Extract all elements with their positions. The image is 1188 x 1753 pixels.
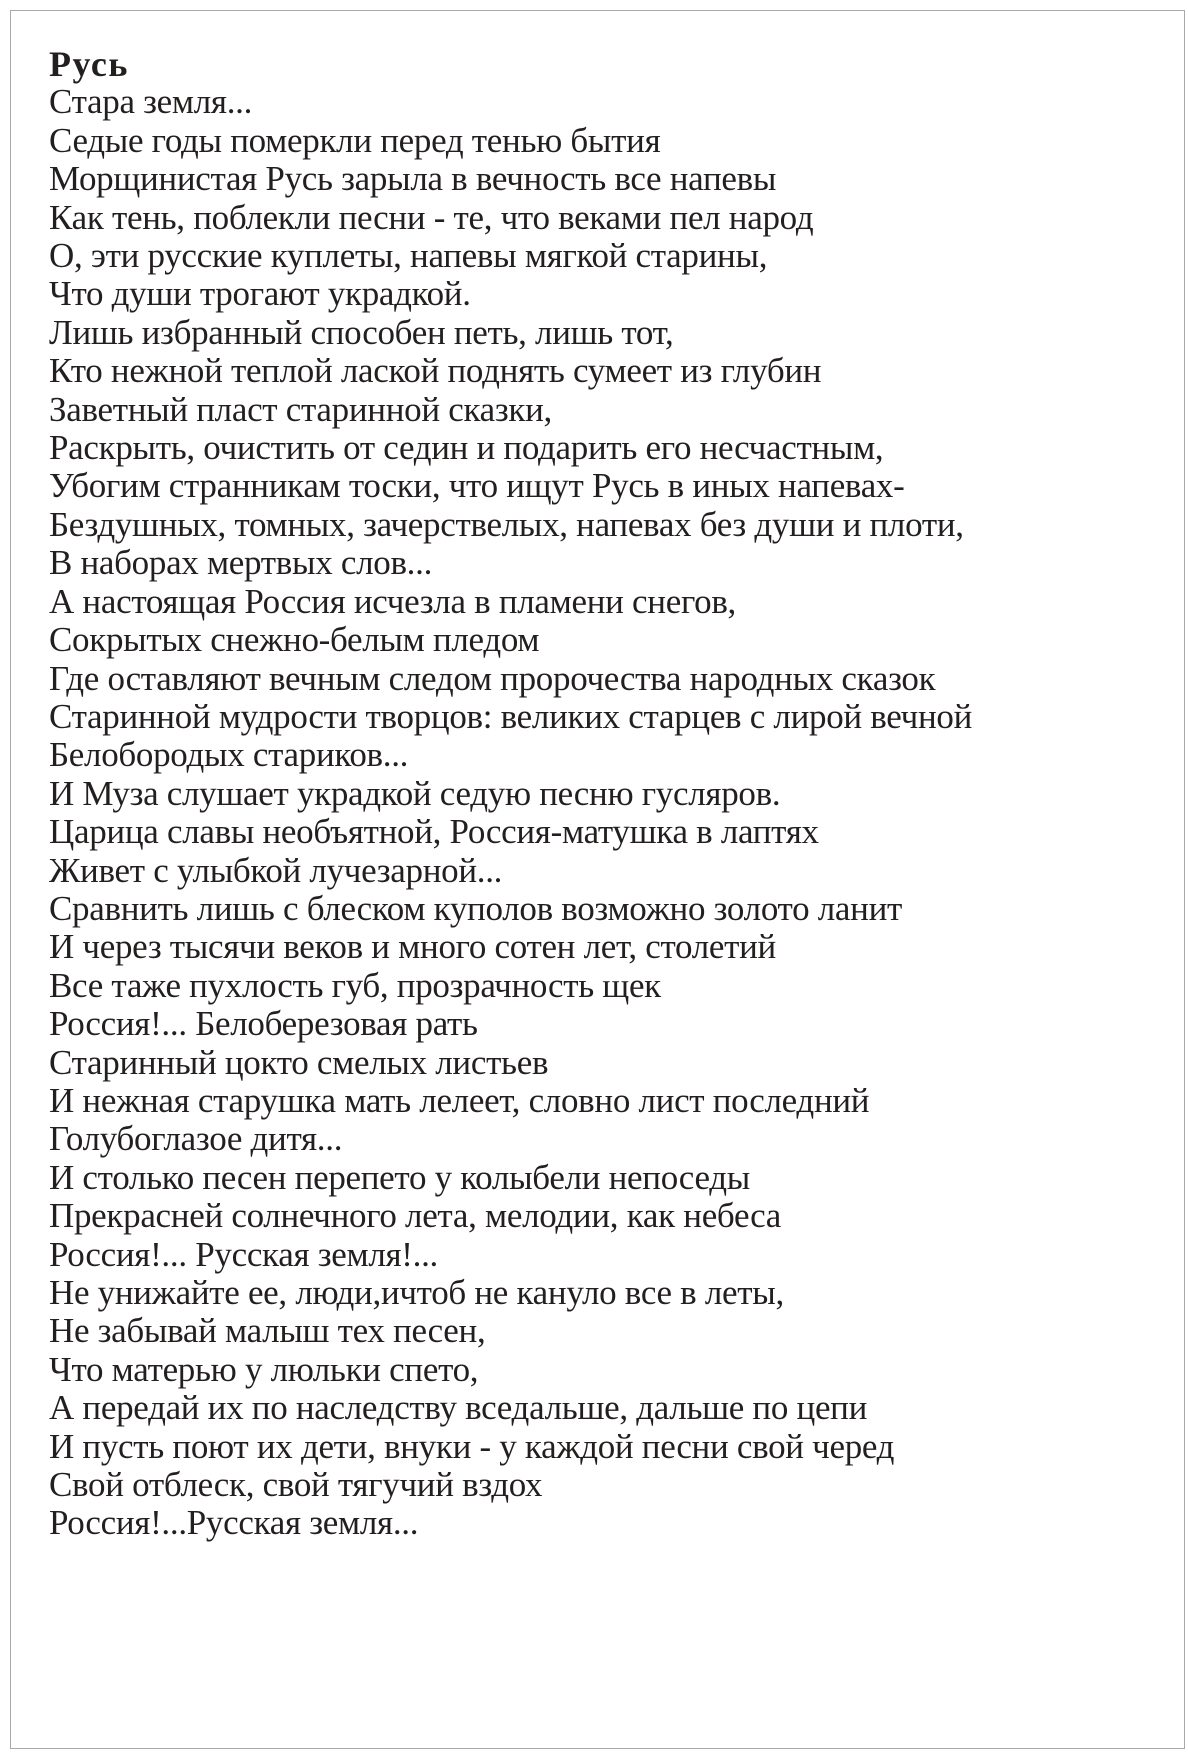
poem-line: Седые годы померкли перед тенью бытия [49, 120, 661, 160]
poem-line: И нежная старушка мать лелеет, словно лист последний [49, 1080, 870, 1120]
poem-content [49, 45, 1174, 1543]
poem-line: Что матерью у люльки спето, [49, 1349, 479, 1389]
poem-line: Россия!...Русская земля... [49, 1503, 419, 1543]
poem-line: Россия!... Белоберезовая рать [49, 1004, 478, 1044]
poem-line: О, эти русские куплеты, напевы мягкой старины, [49, 236, 768, 276]
poem-line: Морщинистая Русь зарыла в вечность все напевы [49, 159, 777, 199]
poem-line: Живет с улыбкой лучезарной... [49, 850, 503, 890]
poem-line: Голубоглазое дитя... [49, 1119, 343, 1159]
poem-line: И Муза слушает украдкой седую песню гусляров. [49, 773, 781, 813]
poem-line: Стара земля... [49, 82, 253, 122]
poem-line: Где оставляют вечным следом пророчества народных сказок [49, 658, 936, 698]
poem-line: Царица славы необъятной, Россия-матушка в лаптях [49, 812, 819, 852]
poem-line: Не унижайте ее, люди,ичтоб не кануло все в леты, [49, 1273, 784, 1312]
poem-line: В наборах мертвых слов... [49, 543, 433, 583]
poem-line: Все таже пухлость губ, прозрачность щек [49, 965, 661, 1005]
poem-line: А передай их по наследству вседальше, дальше по цепи [49, 1388, 868, 1428]
page-border [10, 10, 1185, 1749]
poem-title: Русь [49, 44, 129, 84]
poem-line: Свой отблеск, свой тягучий вздох [49, 1465, 543, 1505]
poem-line: Кто нежной теплой лаской поднять сумеет из глубин [49, 351, 822, 391]
poem-line: Не забывай малыш тех песен, [49, 1311, 486, 1351]
poem-line: Убогим странникам тоски, что ищут Русь в иных напевах- [49, 466, 905, 506]
poem-line: И пусть поют их дети, внуки - у каждой песни свой черед [49, 1426, 895, 1466]
poem-line: А настоящая Россия исчезла в пламени снегов, [49, 581, 737, 621]
poem-line: Россия!... Русская земля!... [49, 1234, 438, 1274]
poem-line: Сравнить лишь с блеском куполов возможно золото ланит [49, 888, 902, 928]
poem-line: Белобородых стариков... [49, 735, 409, 775]
poem-line: И столько песен перепето у колыбели непоседы [49, 1157, 750, 1197]
poem-line: Сокрытых снежно-белым пледом [49, 620, 540, 660]
poem-body [49, 83, 1174, 1542]
poem-line: Прекрасней солнечного лета, мелодии, как небеса [49, 1196, 781, 1236]
poem-line: И через тысячи веков и много сотен лет, столетий [49, 927, 776, 967]
poem-line: Старинный цокто смелых листьев [49, 1042, 549, 1082]
poem-line: Старинной мудрости творцов: великих старцев с лирой вечной [49, 696, 973, 736]
poem-line: Как тень, поблекли песни - те, что веками пел народ [49, 197, 814, 237]
poem-line: Лишь избранный способен петь, лишь тот, [49, 312, 674, 352]
poem-line: Заветный пласт старинной сказки, [49, 389, 552, 429]
poem-line: Что души трогают украдкой. [49, 274, 471, 314]
poem-line: Раскрыть, очистить от седин и подарить его несчастным, [49, 428, 884, 468]
poem-line: Бездушных, томных, зачерствелых, напевах без души и плоти, [49, 504, 964, 544]
